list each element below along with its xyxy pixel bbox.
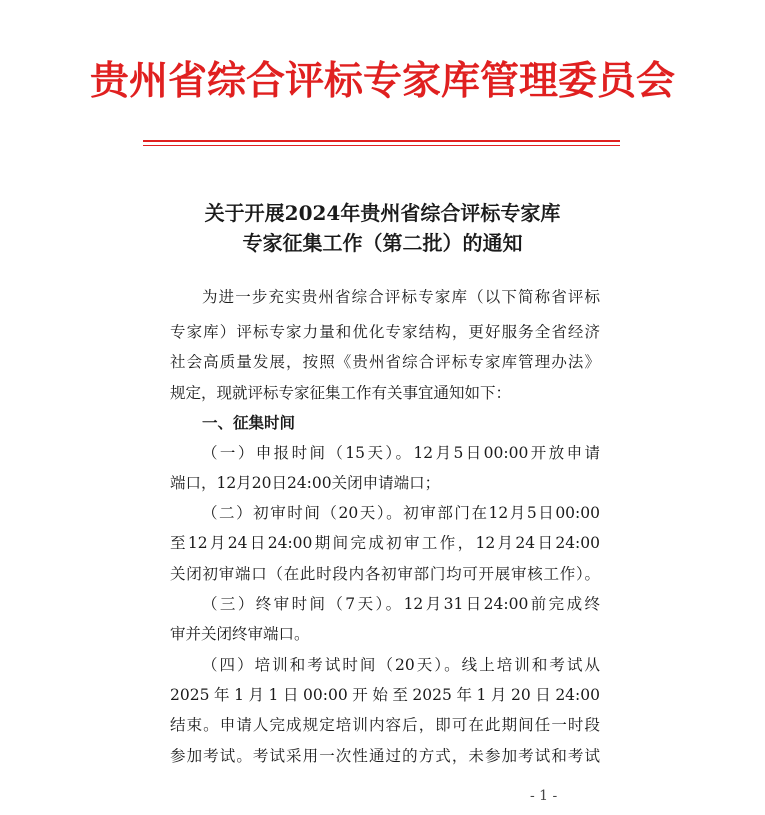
- body-line: （四）培训和考试时间（20天）。线上培训和考试从: [202, 656, 600, 674]
- body-line: 参加考试。考试采用一次性通过的方式，未参加考试和考试: [170, 747, 600, 765]
- org-header: 贵州省综合评标专家库管理委员会: [89, 58, 675, 104]
- body-line: 端口，12月20日24:00关闭申请端口；: [170, 474, 441, 492]
- body-line: 专家库）评标专家力量和优化专家结构，更好服务全省经济: [170, 323, 600, 341]
- body-line: 审并关闭终审端口。: [170, 625, 310, 643]
- section-heading: 一、征集时间: [202, 413, 296, 432]
- body-line: （一）申报时间（15天）。12月5日00:00开放申请: [202, 444, 600, 462]
- header-rule-thin: [143, 145, 620, 146]
- body-line: （三）终审时间（7天）。12月31日24:00前完成终: [202, 595, 600, 613]
- body-line: 2025年1月1日00:00开始至2025年1月20日24:00: [170, 686, 600, 704]
- body-line: 结束。申请人完成规定培训内容后，即可在此期间任一时段: [170, 716, 600, 734]
- header-rule: [143, 140, 620, 142]
- document-title-line1: 关于开展2024年贵州省综合评标专家库: [204, 201, 561, 225]
- body-line: 至12月24日24:00期间完成初审工作，12月24日24:00: [170, 534, 600, 552]
- body-line: （二）初审时间（20天）。初审部门在12月5日00:00: [202, 504, 600, 522]
- document-title-line2: 专家征集工作（第二批）的通知: [242, 231, 523, 255]
- body-line: 规定，现就评标专家征集工作有关事宜通知如下：: [170, 384, 512, 402]
- body-line: 社会高质量发展，按照《贵州省综合评标专家库管理办法》: [170, 353, 600, 371]
- body-line: 为进一步充实贵州省综合评标专家库（以下简称省评标: [202, 288, 600, 306]
- page-number: - 1 -: [530, 788, 558, 804]
- body-line: 关闭初审端口（在此时段内各初审部门均可开展审核工作）。: [170, 565, 600, 583]
